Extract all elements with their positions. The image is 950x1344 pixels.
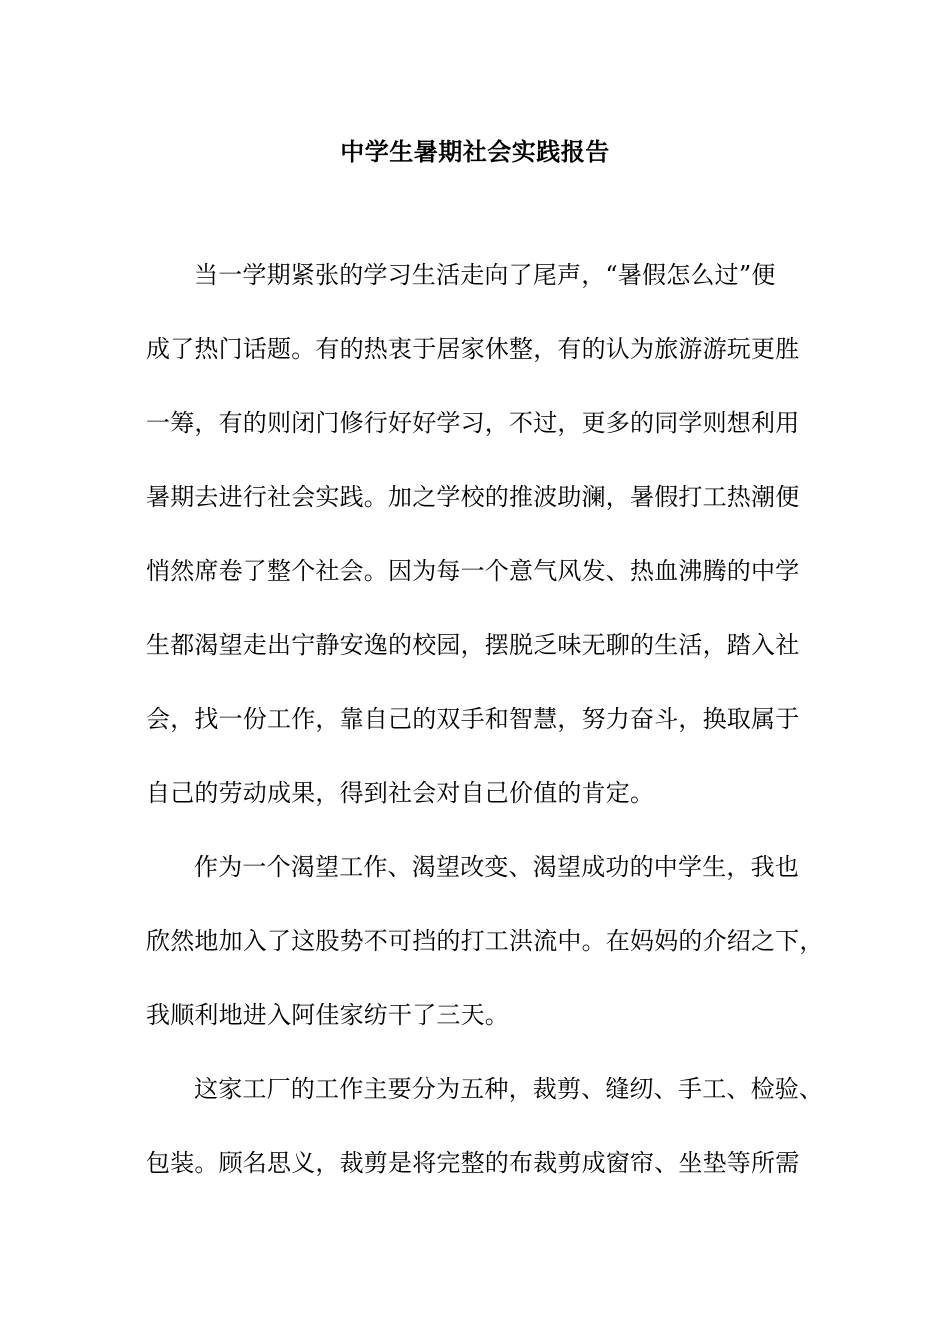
paragraph-line: 暑期去进行社会实践。加之学校的推波助澜，暑假打工热潮便 [146,483,800,511]
paragraph-line: 欣然地加入了这股势不可挡的打工洪流中。在妈妈的介绍之下， [146,927,824,955]
paragraph-line: 我顺利地进入阿佳家纺干了三天。 [146,1001,509,1029]
document-title: 中学生暑期社会实践报告 [340,137,610,166]
paragraph-line: 生都渴望走出宁静安逸的校园，摆脱乏味无聊的生活，踏入社 [146,631,800,659]
paragraph-line: 会，找一份工作，靠自己的双手和智慧，努力奋斗，换取属于 [146,705,800,733]
paragraph-line: 当一学期紧张的学习生活走向了尾声，“暑假怎么过”便 [194,261,776,289]
paragraph-line: 这家工厂的工作主要分为五种，裁剪、缝纫、手工、检验、 [194,1075,824,1103]
paragraph-line: 自己的劳动成果，得到社会对自己价值的肯定。 [146,779,655,807]
paragraph-line: 作为一个渴望工作、渴望改变、渴望成功的中学生，我也 [194,853,799,881]
paragraph-line: 一筹，有的则闭门修行好好学习，不过，更多的同学则想利用 [146,409,800,437]
paragraph-line: 成了热门话题。有的热衷于居家休整，有的认为旅游游玩更胜 [146,335,800,363]
paragraph-line: 包装。顾名思义，裁剪是将完整的布裁剪成窗帘、坐垫等所需 [146,1149,800,1177]
paragraph-line: 悄然席卷了整个社会。因为每一个意气风发、热血沸腾的中学 [146,557,800,585]
